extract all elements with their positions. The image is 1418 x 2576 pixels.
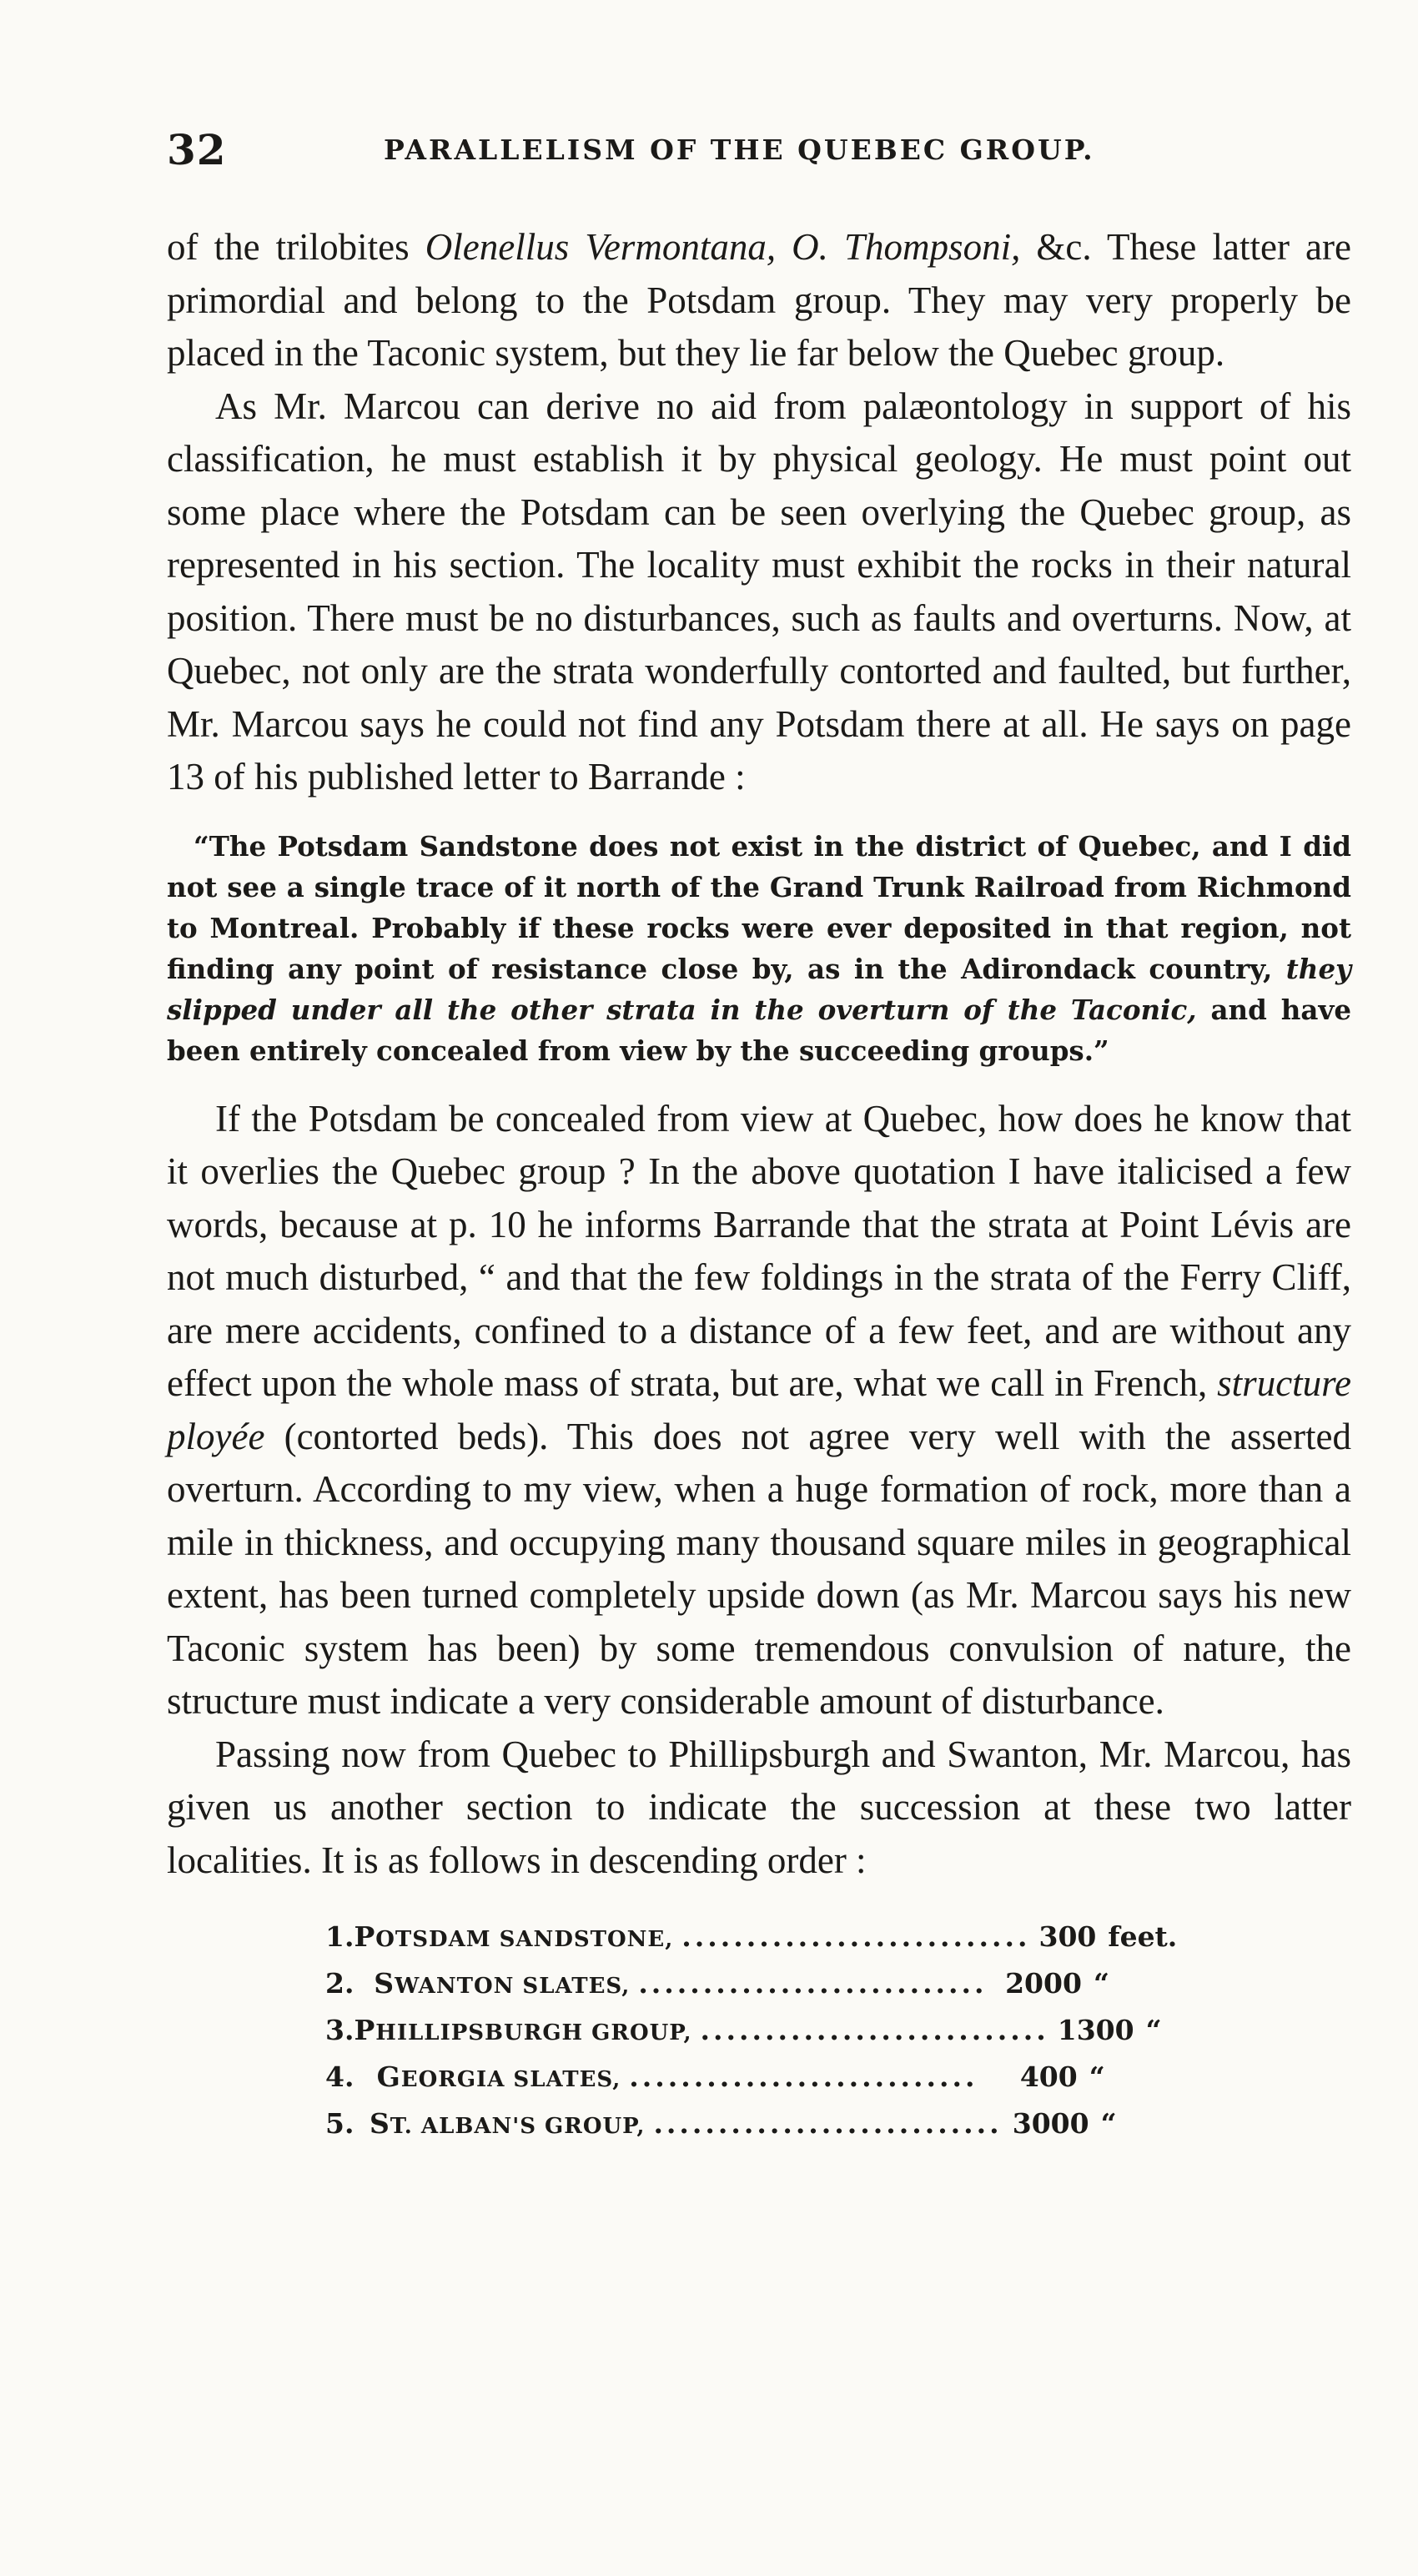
- row-number: 2.: [325, 1967, 354, 2000]
- formation-initial: S: [374, 1967, 395, 2000]
- formation-name: [374, 1967, 630, 2000]
- page-header: [167, 125, 1335, 175]
- quote-text: “The Potsdam Sandstone does not exist in the district of Quebec, and I did not see a single trace of it north of the Grand Trunk Railroad from Richmond to Montreal. Probably if these rocks were ever deposited in that region, not finding any point of resistance close by, as in the Adirondack country,: [167, 829, 1351, 985]
- paragraph-text: of the trilobites: [167, 226, 425, 268]
- formation-rest: WANTON SLATES,: [395, 1974, 631, 1999]
- thickness-value: 300: [1038, 1920, 1097, 1953]
- paragraph-phillipsburgh-section: Passing now from Quebec to Phillipsburgh and Swanton, Mr. Marcou, has given us another section to indicate the succession at these two latter localities. It is as follows in descending order :: [167, 1733, 1351, 1881]
- thickness-value: 3000: [1012, 2107, 1089, 2140]
- formation-initial: P: [354, 2014, 376, 2046]
- formation-name: [354, 2014, 691, 2046]
- row-number: 5.: [325, 2107, 354, 2140]
- thickness-unit: “: [1100, 2107, 1117, 2140]
- row-number: 3.: [325, 2014, 354, 2046]
- paragraph-physical-geology: As Mr. Marcou can derive no aid from palæontology in support of his classification, he must establish it by physical geology. He must point out some place where the Potsdam can be seen overlying the Quebec group, as represented in his section. The locality must exhibit the rocks in their natural position. There must be no disturbances, such as faults and overturns. Now, at Quebec, not only are the strata wonderfully contorted and faulted, but further, Mr. Marcou says he could not find any Potsdam there at all. He says on page 13 of his published letter to Barrande :: [167, 385, 1351, 797]
- formation-name: [370, 2107, 645, 2140]
- leader-dots: ...........................: [700, 2014, 1049, 2046]
- formation-name: [377, 2060, 621, 2093]
- thickness-unit: “: [1089, 2060, 1105, 2093]
- table-row: [325, 2107, 1172, 2154]
- paragraph-trilobites: [167, 221, 1351, 380]
- page-number: 32: [167, 125, 227, 174]
- table-row: [325, 2060, 1172, 2107]
- formation-rest: OTSDAM SANDSTONE,: [375, 1927, 674, 1952]
- succession-table: [325, 1920, 1178, 2154]
- quote-text: and have been entirely concealed from view by the succeeding groups.”: [167, 993, 1352, 1067]
- thickness-value: 400: [1019, 2060, 1078, 2093]
- paragraph-text: If the Potsdam be concealed from view at Quebec, how does he know that it overlies the Quebec group ? In the above quotation I have italicised a few words, because at p. 10 he informs Barrande that the strata at Point Lévis are not much disturbed, “ and that the few foldings in the strata of the Ferry Cliff, are mere accidents, confined to a distance of a few feet, and are without any effect upon the whole mass of strata, but are, what we call in French,: [167, 1097, 1351, 1404]
- formation-rest: EORGIA SLATES,: [400, 2067, 621, 2092]
- leader-dots: ...........................: [629, 2060, 978, 2093]
- page-body: [167, 221, 1351, 2154]
- thickness-value: 2000: [1005, 1967, 1082, 2000]
- italic-french-term: structure ployée: [167, 1362, 1351, 1457]
- thickness-unit: “: [1145, 2014, 1162, 2046]
- formation-initial: P: [354, 1920, 376, 1953]
- thickness-unit: feet.: [1108, 1920, 1178, 1953]
- formation-initial: G: [376, 2060, 401, 2093]
- formation-initial: S: [369, 2107, 390, 2140]
- formation-name: [354, 1920, 673, 1953]
- running-title: PARALLELISM OF THE QUEBEC GROUP.: [384, 133, 1095, 166]
- formation-rest: HILLIPSBURGH GROUP,: [375, 2020, 692, 2045]
- leader-dots: ...........................: [681, 1920, 1031, 1953]
- thickness-value: 1300: [1057, 2014, 1134, 2046]
- table-row: [325, 1920, 1178, 1967]
- table-row: [325, 2014, 1172, 2060]
- row-number: 1.: [325, 1920, 354, 1953]
- italic-quote-phrase: they slipped under all the other strata in the overturn of the Taconic,: [167, 952, 1351, 1026]
- row-number: 4.: [325, 2060, 354, 2093]
- leader-dots: ...........................: [638, 1967, 988, 2000]
- italic-species-names: Olenellus Vermontana, O. Thompsoni,: [425, 226, 1021, 268]
- paragraph-text: &c. These latter are primordial and belong to the Potsdam group. They may very properly be placed in the Taconic system, but they lie far below the Quebec group.: [167, 226, 1351, 374]
- table-row: [325, 1967, 1172, 2014]
- block-quotation: [167, 826, 1351, 1071]
- formation-rest: T. ALBAN'S GROUP,: [390, 2114, 646, 2139]
- paragraph-text: (contorted beds). This does not agree very well with the asserted overturn. According to my view, when a huge formation of rock, more than a mile in thickness, and occupying many thousand square miles in geographical extent, has been turned completely upside down (as Mr. Marcou says his new Taconic system has been) by some tremendous convulsion of nature, the structure must indicate a very considerable amount of disturbance.: [167, 1415, 1351, 1722]
- paragraph-potsdam-concealed: [167, 1093, 1351, 1728]
- thickness-unit: “: [1093, 1967, 1109, 2000]
- leader-dots: ...........................: [653, 2107, 1003, 2140]
